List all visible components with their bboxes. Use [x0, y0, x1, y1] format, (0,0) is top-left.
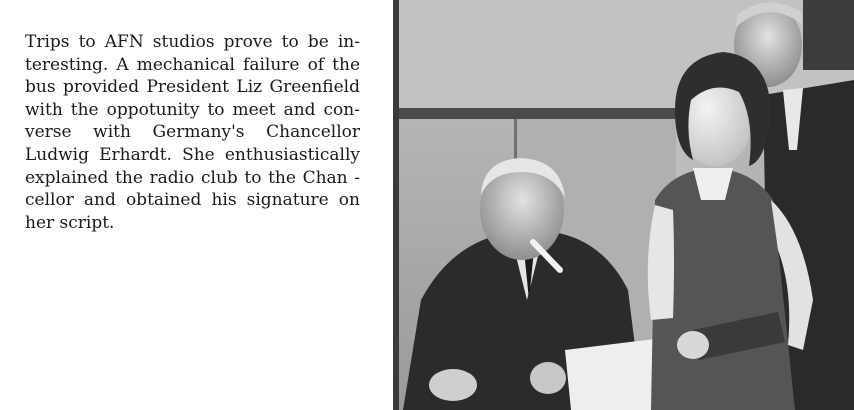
caption-line: cellor and obtained his signature on — [25, 190, 360, 211]
seated-man-hand — [429, 369, 477, 401]
dark-cabinet — [803, 0, 854, 70]
photo-caption — [25, 31, 360, 234]
caption-line: verse with Germany's Chancellor — [25, 122, 360, 143]
caption-line: teresting. A mechanical failure of the — [25, 54, 360, 75]
photo-illustration — [393, 0, 854, 410]
caption-line: Ludwig Erhardt. She enthusiastically — [25, 144, 360, 165]
seated-man-hand — [530, 362, 566, 394]
caption-line: her script. — [25, 212, 115, 233]
caption-line: explained the radio club to the Chan - — [25, 167, 360, 188]
caption-line: bus provided President Liz Greenfield — [25, 77, 360, 98]
photo-edge — [393, 0, 399, 410]
photograph — [393, 0, 854, 410]
caption-line: with the oppotunity to meet and con- — [25, 99, 360, 120]
caption-line: Trips to AFN studios prove to be in- — [25, 32, 360, 52]
girl-hand — [677, 331, 709, 359]
